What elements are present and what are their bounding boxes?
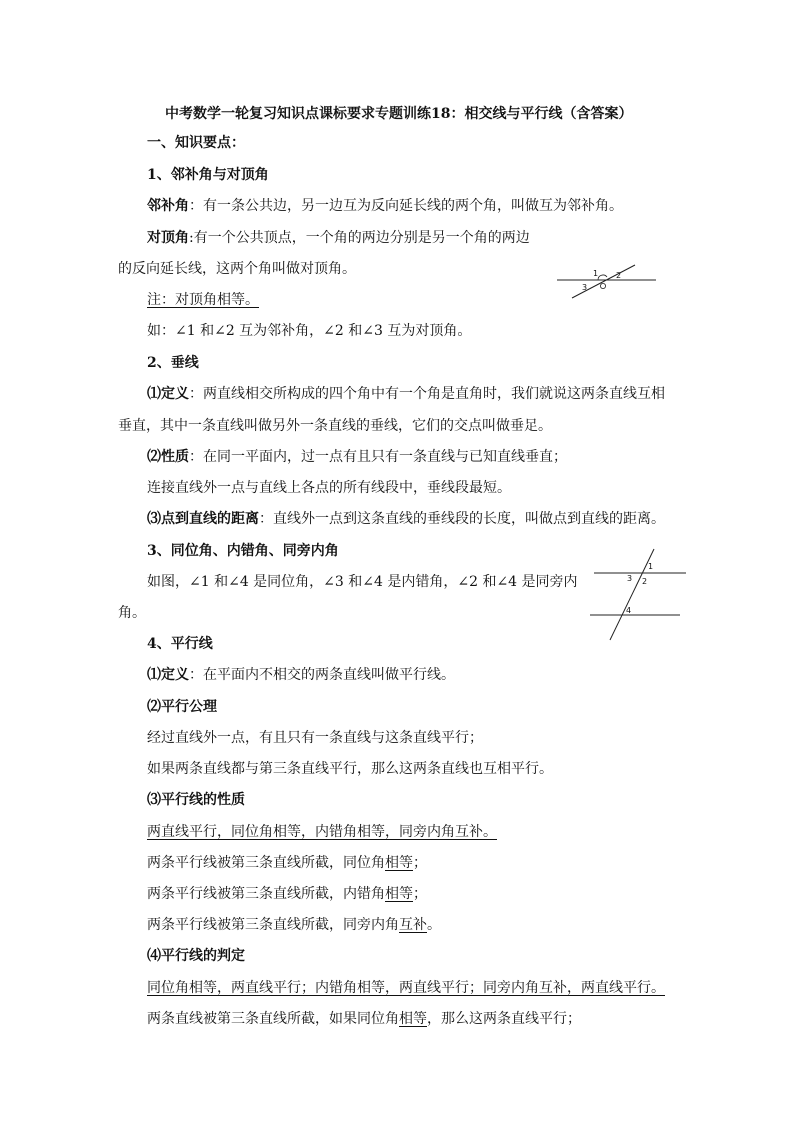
definition-vertical-angle: :有一个公共顶点，一个角的两边分别是另一个角的两边 bbox=[189, 230, 530, 246]
paragraph-distance bbox=[147, 509, 665, 529]
property-keyword: 相等 bbox=[385, 855, 413, 871]
property-text: 两条平行线被第三条直线所截，内错角 bbox=[147, 886, 385, 902]
property-text: 两条平行线被第三条直线所截，同位角 bbox=[147, 855, 385, 871]
example-angle-types-cont: 角。 bbox=[118, 605, 146, 621]
angle-label: 2 bbox=[616, 271, 622, 280]
property-punct: ； bbox=[413, 886, 427, 902]
term-adjacent-angle: 邻补角 bbox=[147, 198, 189, 214]
property-text: 两条平行线被第三条直线所截，同旁内角 bbox=[147, 917, 399, 933]
heading-adjacent-vertical-angles: 1、邻补角与对顶角 bbox=[147, 167, 269, 183]
property-interior-angles bbox=[147, 915, 441, 935]
heading-perpendicular: 2、垂线 bbox=[147, 355, 199, 371]
property-alternate-angles bbox=[147, 884, 427, 904]
property-punct: ； bbox=[413, 855, 427, 871]
angle-label: 1 bbox=[593, 269, 599, 278]
angle-label: 2 bbox=[642, 577, 648, 586]
paragraph-perpendicular-property bbox=[147, 447, 567, 467]
heading-parallel-lines: 4、平行线 bbox=[147, 636, 213, 652]
definition-perpendicular: ：两直线相交所构成的四个角中有一个角是直角时，我们就说这两条直线互相 bbox=[189, 386, 665, 402]
summary-parallel-properties: 两直线平行，同位角相等，内错角相等，同旁内角互补。 bbox=[147, 824, 497, 840]
angle-label: 3 bbox=[627, 574, 633, 583]
heading-angle-types: 3、同位角、内错角、同旁内角 bbox=[147, 543, 339, 559]
criterion-text: 两条直线被第三条直线所截，如果同位角 bbox=[147, 1011, 399, 1027]
definition-adjacent-angle: ：有一条公共边，另一边互为反向延长线的两个角，叫做互为邻补角。 bbox=[189, 198, 623, 214]
angle-label: 4 bbox=[626, 606, 632, 615]
example-angle-types: 如图，∠1 和∠4 是同位角，∠3 和∠4 是内错角，∠2 和∠4 是同旁内 bbox=[147, 574, 578, 590]
paragraph-perpendicular-definition bbox=[147, 384, 665, 404]
paragraph-shortest-segment: 连接直线外一点与直线上各点的所有线段中，垂线段最短。 bbox=[147, 480, 511, 496]
term-property: ⑵性质 bbox=[147, 449, 189, 465]
heading-parallel-axiom: ⑵平行公理 bbox=[147, 699, 217, 715]
intersecting-lines-figure bbox=[555, 262, 660, 302]
property-punct: 。 bbox=[427, 917, 441, 933]
term-definition: ⑴定义 bbox=[147, 667, 189, 683]
heading-parallel-properties: ⑶平行线的性质 bbox=[147, 792, 245, 808]
term-distance: ⑶点到直线的距离 bbox=[147, 511, 259, 527]
definition-parallel: ：在平面内不相交的两条直线叫做平行线。 bbox=[189, 667, 455, 683]
example-angles: 如：∠1 和∠2 互为邻补角，∠2 和∠3 互为对顶角。 bbox=[147, 323, 472, 339]
paragraph-vertical-angle bbox=[147, 228, 530, 248]
paragraph-parallel-definition bbox=[147, 665, 455, 685]
document-title: 中考数学一轮复习知识点课标要求专题训练18：相交线与平行线（含答案） bbox=[165, 106, 633, 122]
section-heading-knowledge: 一、知识要点： bbox=[147, 135, 245, 151]
definition-distance: ：直线外一点到这条直线的垂线段的长度，叫做点到直线的距离。 bbox=[259, 511, 665, 527]
heading-parallel-criteria: ⑷平行线的判定 bbox=[147, 948, 245, 964]
term-vertical-angle: 对顶角 bbox=[147, 230, 189, 246]
summary-parallel-criteria: 同位角相等，两直线平行；内错角相等，两直线平行；同旁内角互补，两直线平行。 bbox=[147, 980, 665, 996]
criterion-text-end: ，那么这两条直线平行； bbox=[427, 1011, 581, 1027]
property-keyword: 互补 bbox=[399, 917, 427, 933]
paragraph-perpendicular-definition-cont: 垂直，其中一条直线叫做另外一条直线的垂线，它们的交点叫做垂足。 bbox=[118, 418, 552, 434]
property-corresponding-angles bbox=[147, 853, 427, 873]
paragraph-axiom-1: 经过直线外一点，有且只有一条直线与这条直线平行； bbox=[147, 730, 483, 746]
criterion-keyword: 相等 bbox=[399, 1011, 427, 1027]
paragraph-adjacent-angle bbox=[147, 196, 623, 216]
term-definition: ⑴定义 bbox=[147, 386, 189, 402]
parallel-lines-transversal-figure bbox=[588, 546, 688, 642]
property-perpendicular: ：在同一平面内，过一点有且只有一条直线与已知直线垂直； bbox=[189, 449, 567, 465]
angle-label: 1 bbox=[648, 562, 654, 571]
property-keyword: 相等 bbox=[385, 886, 413, 902]
paragraph-axiom-2: 如果两条直线都与第三条直线平行，那么这两条直线也互相平行。 bbox=[147, 761, 553, 777]
note-vertical-angles-equal: 注：对顶角相等。 bbox=[147, 292, 259, 308]
angle-label: 3 bbox=[582, 283, 588, 292]
criterion-corresponding-angles bbox=[147, 1009, 581, 1029]
paragraph-vertical-angle-cont: 的反向延长线，这两个角叫做对顶角。 bbox=[118, 261, 356, 277]
